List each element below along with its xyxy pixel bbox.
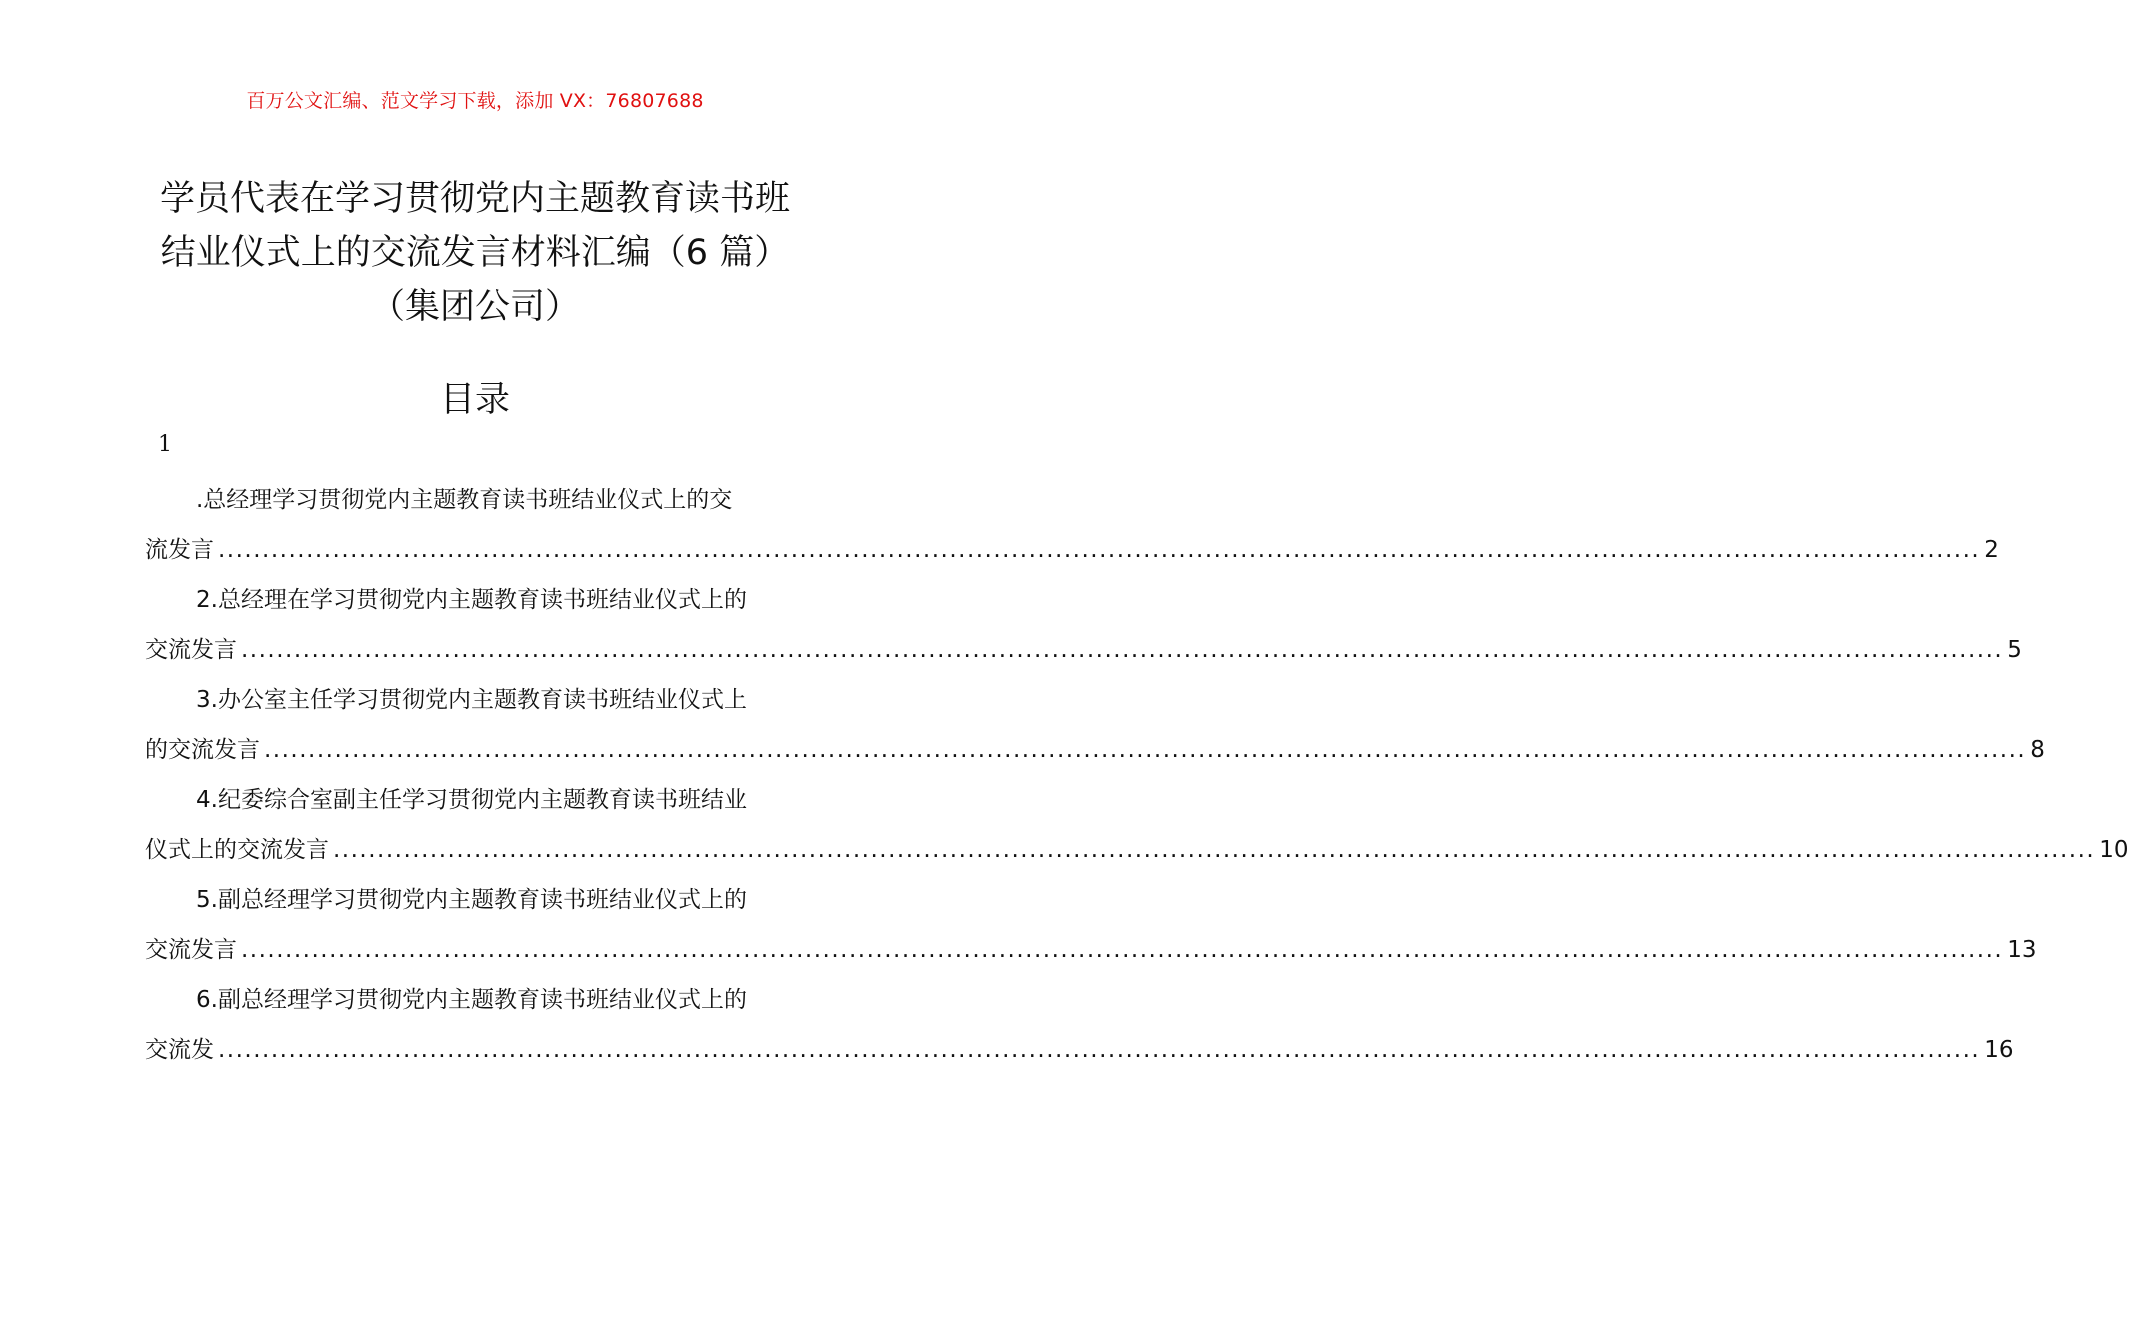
document-title	[95, 172, 855, 334]
toc-section-number: 1	[158, 432, 172, 457]
title-line: 学员代表在学习贯彻党内主题教育读书班	[159, 179, 790, 219]
title-line: 结业仪式上的交流发言材料汇编（6 篇）	[160, 233, 790, 273]
toc-page-number: 10	[2099, 837, 2129, 863]
toc-entry[interactable]	[145, 575, 2022, 675]
toc-entry-title: .总经理学习贯彻党内主题教育读书班结业仪式上的交	[196, 487, 733, 513]
toc-leader-dots: ........................................................................................................................................................................................................	[264, 737, 2027, 763]
toc-entry-title-cont: 交流发	[145, 1037, 214, 1063]
toc-leader-dots: ........................................................................................................................................................................................................	[218, 1037, 1981, 1063]
toc-heading: 目录	[439, 380, 510, 420]
table-of-contents	[145, 475, 2129, 1075]
toc-leader-dots: ........................................................................................................................................................................................................	[218, 537, 1981, 563]
toc-entry-title-cont: 的交流发言	[145, 737, 260, 763]
toc-page-number: 5	[2007, 637, 2022, 663]
toc-leader-dots: ........................................................................................................................................................................................................	[241, 637, 2004, 663]
toc-entry-title-cont: 交流发言	[145, 637, 237, 663]
toc-entry[interactable]	[145, 475, 1999, 575]
toc-entry[interactable]	[145, 875, 2037, 975]
toc-entry-title-cont: 交流发言	[145, 937, 237, 963]
toc-entry-title: 2.总经理在学习贯彻党内主题教育读书班结业仪式上的	[196, 587, 747, 613]
toc-entry[interactable]	[145, 775, 2129, 875]
toc-entry-title: 6.副总经理学习贯彻党内主题教育读书班结业仪式上的	[196, 987, 747, 1013]
toc-page-number: 16	[1984, 1037, 2014, 1063]
promo-banner: 百万公文汇编、范文学习下载，添加 VX：76807688	[246, 90, 704, 112]
toc-entry-title: 4.纪委综合室副主任学习贯彻党内主题教育读书班结业	[196, 787, 747, 813]
toc-entry-title: 5.副总经理学习贯彻党内主题教育读书班结业仪式上的	[196, 887, 747, 913]
toc-page-number: 2	[1984, 537, 1999, 563]
toc-page-number: 8	[2030, 737, 2045, 763]
toc-leader-dots: ........................................................................................................................................................................................................	[333, 837, 2096, 863]
toc-entry[interactable]	[145, 975, 2014, 1075]
toc-leader-dots: ........................................................................................................................................................................................................	[241, 937, 2004, 963]
toc-entry-title-cont: 流发言	[145, 537, 214, 563]
title-line: （集团公司）	[369, 287, 580, 327]
toc-page-number: 13	[2007, 937, 2037, 963]
toc-entry-title-cont: 仪式上的交流发言	[145, 837, 329, 863]
toc-entry-title: 3.办公室主任学习贯彻党内主题教育读书班结业仪式上	[196, 687, 747, 713]
toc-entry[interactable]	[145, 675, 2045, 775]
